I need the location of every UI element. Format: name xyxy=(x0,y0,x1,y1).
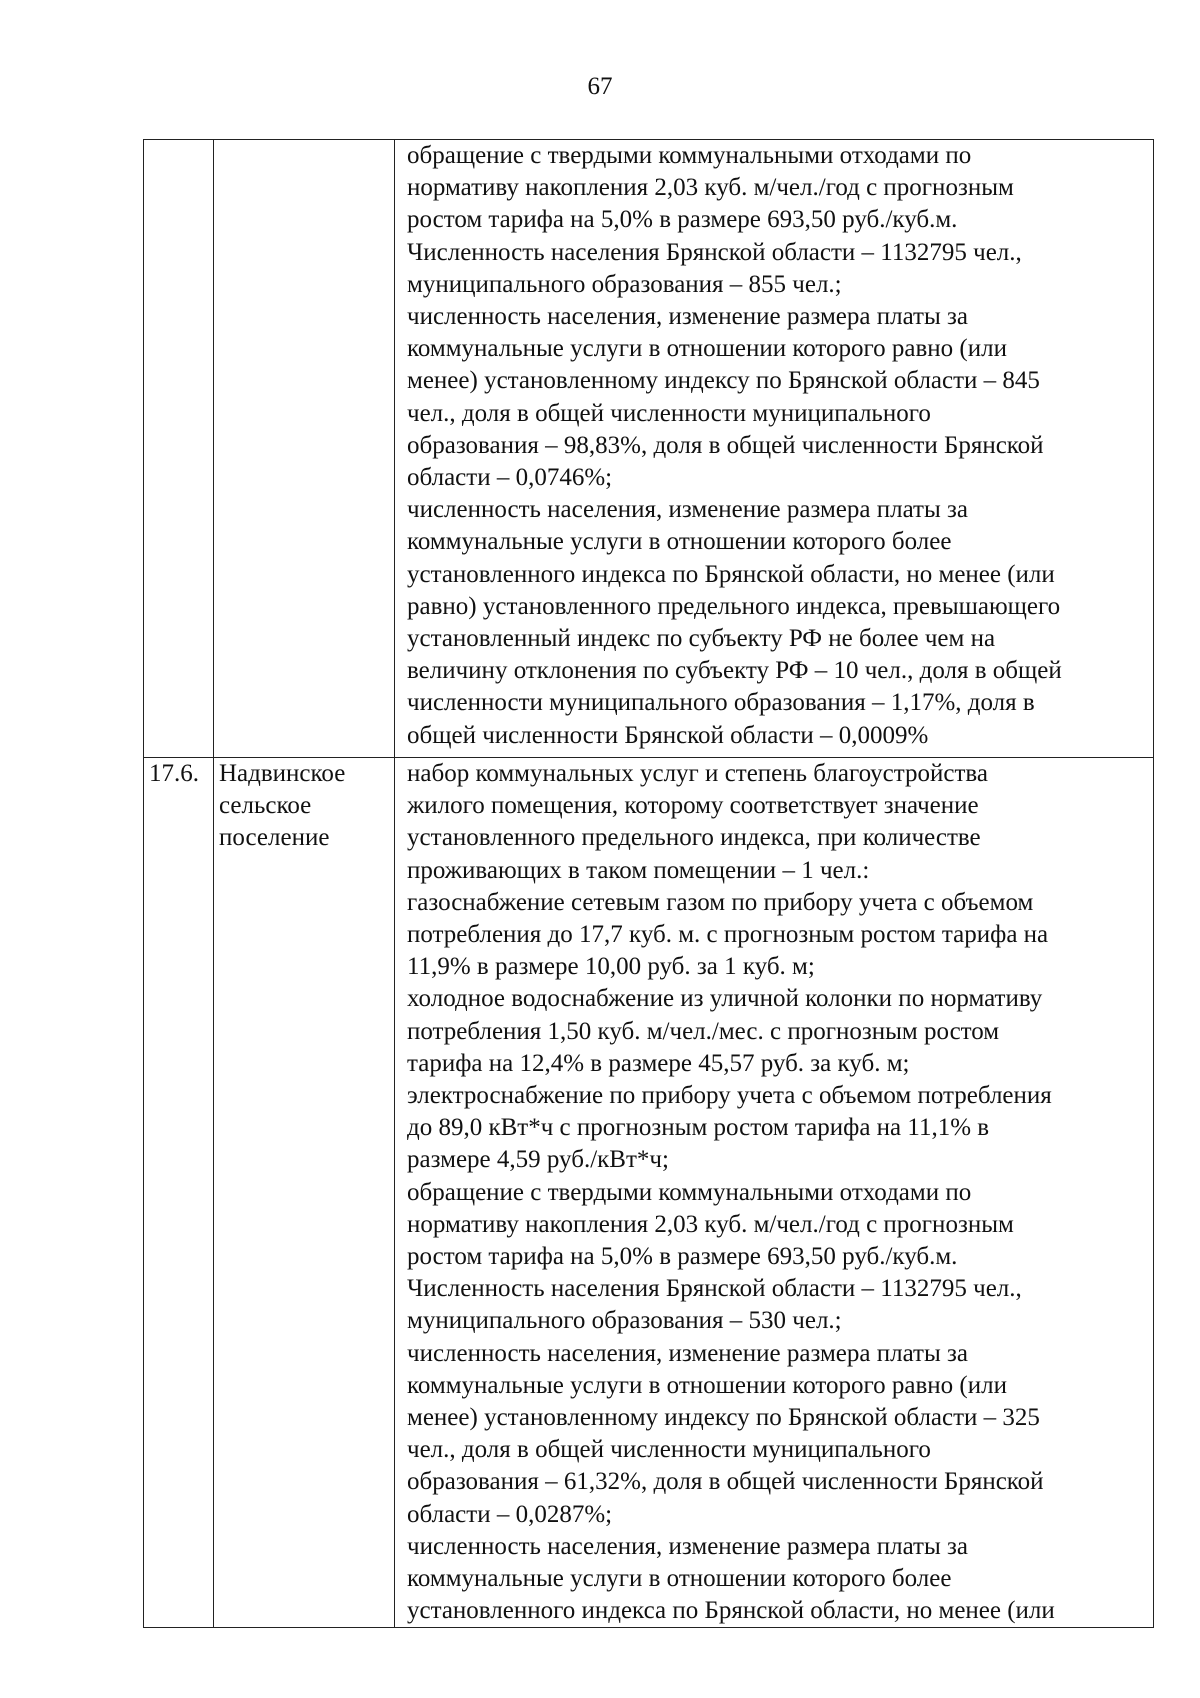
text-line: нормативу накопления 2,03 куб. м/чел./год с прогнозным xyxy=(407,174,1014,202)
text-line: величину отклонения по субъекту РФ – 10 чел., доля в общей xyxy=(407,657,1062,685)
text-line: установленный индекс по субъекту РФ не более чем на xyxy=(407,625,996,653)
text-line: потребления до 17,7 куб. м. с прогнозным ростом тарифа на xyxy=(407,921,1049,949)
text-line: потребления 1,50 куб. м/чел./мес. с прогнозным ростом xyxy=(407,1017,1000,1045)
text-line: равно) установленного предельного индекса, превышающего xyxy=(407,592,1061,620)
table-row xyxy=(144,140,1154,758)
text-line: размере 4,59 руб./кВт*ч; xyxy=(407,1146,669,1174)
text-line: численность населения, изменение размера платы за xyxy=(407,496,968,524)
text-line: жилого помещения, которому соответствует значение xyxy=(407,792,979,820)
text-line: чел., доля в общей численности муниципального xyxy=(407,399,931,427)
text-line: тарифа на 12,4% в размере 45,57 руб. за куб. м; xyxy=(407,1049,910,1077)
text-line: муниципального образования – 530 чел.; xyxy=(407,1307,842,1335)
text-line: проживающих в таком помещении – 1 чел.: xyxy=(407,856,870,884)
text-line: ростом тарифа на 5,0% в размере 693,50 руб./куб.м. xyxy=(407,206,958,234)
text-line: газоснабжение сетевым газом по прибору учета с объемом xyxy=(407,888,1034,916)
text-line: ростом тарифа на 5,0% в размере 693,50 руб./куб.м. xyxy=(407,1243,958,1271)
text-line: коммунальные услуги в отношении которого более xyxy=(407,1565,952,1593)
row-number-cell: 17.6. xyxy=(144,758,214,1628)
text-line: численность населения, изменение размера платы за xyxy=(407,1532,968,1560)
text-line: чел., доля в общей численности муниципального xyxy=(407,1436,931,1464)
text-line: численность населения, изменение размера платы за xyxy=(407,303,968,331)
text-line: общей численности Брянской области – 0,0009% xyxy=(407,721,929,749)
municipality-name-cell xyxy=(214,758,395,1628)
municipality-name-line: Надвинское xyxy=(219,760,346,787)
municipality-name-cell xyxy=(214,140,395,758)
row-number-cell xyxy=(144,140,214,758)
text-line: установленного индекса по Брянской области, но менее (или xyxy=(407,1597,1055,1625)
text-line: установленного предельного индекса, при количестве xyxy=(407,824,981,852)
text-line: области – 0,0287%; xyxy=(407,1500,613,1528)
municipality-name-line: сельское xyxy=(219,792,312,820)
text-line: электроснабжение по прибору учета с объемом потребления xyxy=(407,1082,1052,1110)
text-line: холодное водоснабжение из уличной колонки по нормативу xyxy=(407,985,1043,1013)
text-line: нормативу накопления 2,03 куб. м/чел./год с прогнозным xyxy=(407,1210,1014,1238)
text-line: численность населения, изменение размера платы за xyxy=(407,1339,968,1367)
table-row xyxy=(144,758,1154,1628)
text-line: муниципального образования – 855 чел.; xyxy=(407,270,842,298)
text-line: образования – 98,83%, доля в общей численности Брянской xyxy=(407,431,1044,459)
text-line: обращение с твердыми коммунальными отходами по xyxy=(407,142,972,169)
text-line: обращение с твердыми коммунальными отходами по xyxy=(407,1178,972,1206)
text-line: 11,9% в размере 10,00 руб. за 1 куб. м; xyxy=(407,953,815,981)
text-line: коммунальные услуги в отношении которого более xyxy=(407,528,952,556)
text-line: до 89,0 кВт*ч с прогнозным ростом тарифа на 11,1% в xyxy=(407,1114,990,1142)
indicators-table xyxy=(143,139,1154,1628)
text-line: менее) установленному индексу по Брянской области – 325 xyxy=(407,1404,1040,1432)
text-line: образования – 61,32%, доля в общей численности Брянской xyxy=(407,1468,1044,1496)
text-line: Численность населения Брянской области – 1132795 чел., xyxy=(407,1275,1022,1303)
text-line: коммунальные услуги в отношении которого равно (или xyxy=(407,1371,1007,1399)
text-line: установленного индекса по Брянской области, но менее (или xyxy=(407,560,1055,588)
text-line: менее) установленному индексу по Брянской области – 845 xyxy=(407,367,1040,395)
text-line: численности муниципального образования – 1,17%, доля в xyxy=(407,689,1035,717)
text-line: Численность населения Брянской области – 1132795 чел., xyxy=(407,238,1022,266)
text-line: области – 0,0746%; xyxy=(407,464,613,492)
description-cell xyxy=(395,140,1154,758)
text-line: коммунальные услуги в отношении которого равно (или xyxy=(407,335,1007,363)
description-cell xyxy=(395,758,1154,1628)
page-number: 67 xyxy=(587,73,613,100)
text-line: набор коммунальных услуг и степень благоустройства xyxy=(407,760,988,787)
municipality-name-line: поселение xyxy=(219,824,330,852)
